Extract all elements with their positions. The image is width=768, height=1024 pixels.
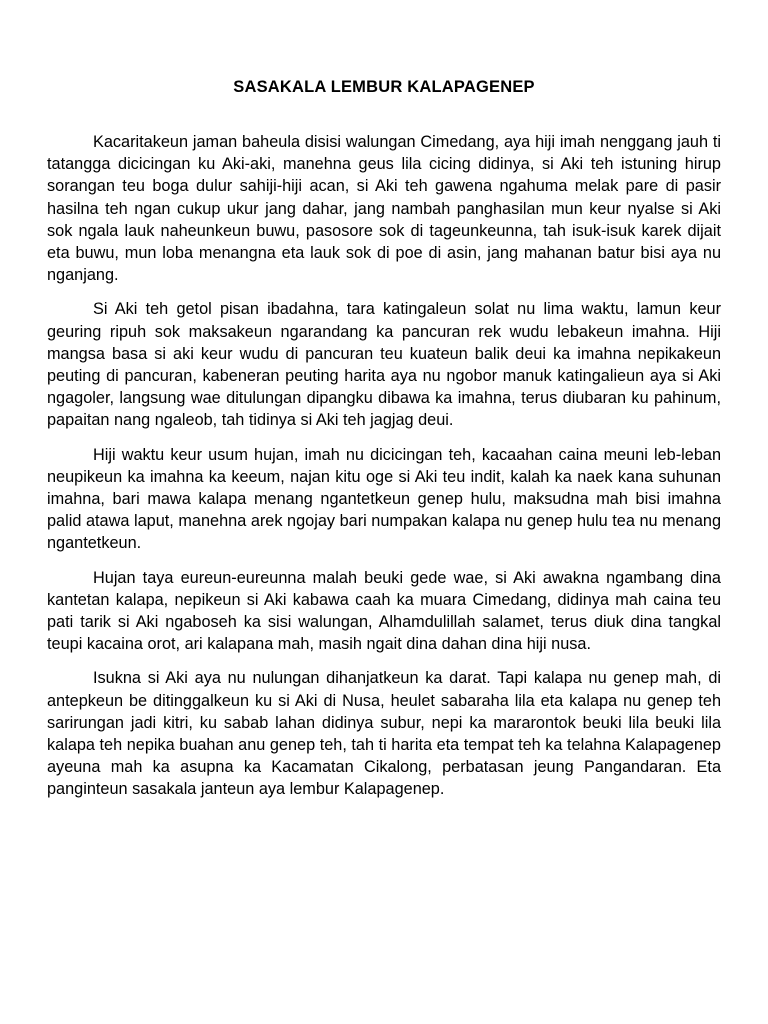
document-title: SASAKALA LEMBUR KALAPAGENEP bbox=[233, 78, 535, 96]
paragraph-4: Hujan taya eureun-eureunna malah beuki gede wae, si Aki awakna ngambang dina kantetan kalapa, nepikeun si Aki kabawa caah ka muara Cimedang, didinya mah caina teu pati tarik si Aki ngaboseh ka sisi walungan, Alhamdulillah salamet, terus diuk dina tangkal teupi kacaina orot, ari kalapana mah, masih ngait dina dahan dina hiji nusa. bbox=[47, 568, 721, 654]
paragraph-2: Si Aki teh getol pisan ibadahna, tara katingaleun solat nu lima waktu, lamun keur geuring ripuh sok maksakeun ngarandang ka pancuran rek wudu lebakeun imahna. Hiji mangsa basa si aki keur wudu di pancuran teu kuateun balik deui ka imahna nepikakeun peuting di pancuran, kabeneran peuting harita aya nu ngobor manuk katingalieun aya si Aki ngagoler, langsung wae ditulungan dipangku dibawa ka imahna, terus diubaran ku pahinum, papaitan nang ngaleob, tah tidinya si Aki teh jagjag deui. bbox=[47, 300, 721, 430]
document-body bbox=[47, 131, 721, 801]
paragraph-1: Kacaritakeun jaman baheula disisi walungan Cimedang, aya hiji imah nenggang jauh ti tatangga dicicingan ku Aki-aki, manehna geus lila cicing didinya, si Aki teh istuning hirup sorangan teu boga dulur sahiji-hiji acan, si Aki teh gawena ngahuma melak pare di pasir hasilna teh ngan cukup ukur jang dahar, jang nambah panghasilan mun keur nyalse si Aki sok ngala lauk naheunkeun buwu, pasosore sok di tageunkeunna, tah isuk-isuk karek dijait eta buwu, mun loba menangna eta lauk sok di poe di asin, jang mahanan batur bisi aya nu nganjang. bbox=[47, 133, 721, 285]
paragraph-5: Isukna si Aki aya nu nulungan dihanjatkeun ka darat. Tapi kalapa nu genep mah, di antepkeun be ditinggalkeun ku si Aki di Nusa, heulet sabaraha lila eta kalapa nu genep teh sarirungan jadi kitri, ku sabab lahan didinya subur, nepi ka mararontok beuki lila beuki lila kalapa teh nepika buahan anu genep teh, tah ti harita eta tempat teh ka telahna Kalapagenep ayeuna mah ka asupna ka Kacamatan Cikalong, perbatasan jeung Pangandaran. Eta panginteun sasakala janteun aya lembur Kalapagenep. bbox=[47, 669, 721, 799]
paragraph-3: Hiji waktu keur usum hujan, imah nu dicicingan teh, kacaahan caina meuni leb-leban neupikeun ka imahna ka keeum, najan kitu oge si Aki teu indit, kalah ka naek kana suhunan imahna, bari mawa kalapa menang ngantetkeun genep hulu, maksudna mah bisi imahna palid atawa laput, manehna arek ngojay bari numpakan kalapa nu genep hulu tea nu menang ngantetkeun. bbox=[47, 445, 721, 553]
